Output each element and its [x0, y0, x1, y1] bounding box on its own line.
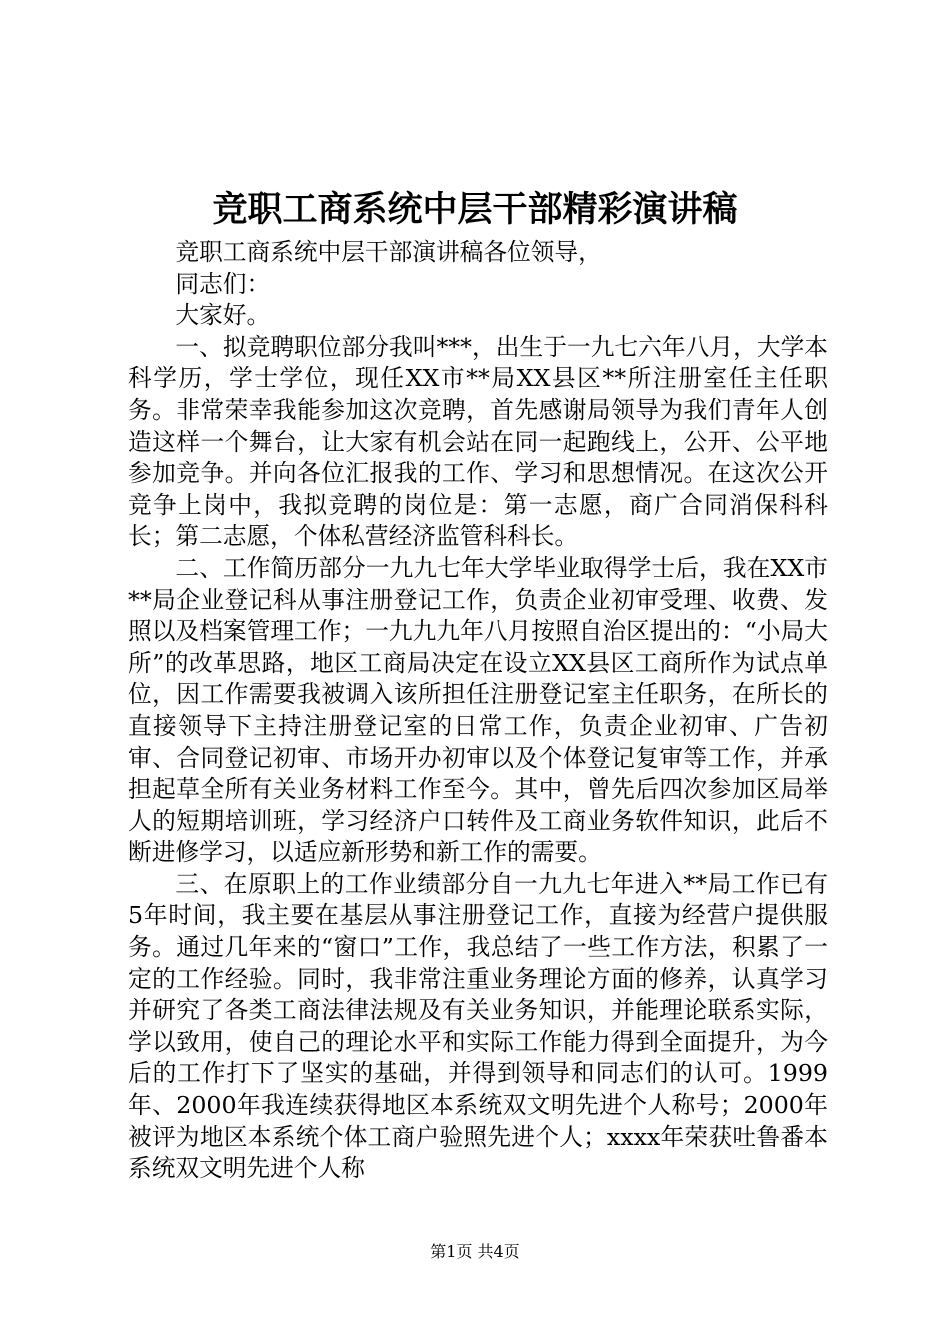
paragraph-greeting: 大家好。	[175, 301, 271, 330]
paragraph-section-2: 二、工作简历部分一九九七年大学毕业取得学士后，我在XX市**局企业登记科从事注册登记工作，负责企业初审受理、收费、发照以及档案管理工作；一九九九年八月按照自治区提出的：“小局大所”的改革思路，地区工商局决定在设立XX县区工商所作为试点单位，因工作需要我被调入该所担任注册登记室主任职务，在所长的直接领导下主持注册登记室的日常工作，负责企业初审、广告初审、合同登记初审、市场开办初审以及个体登记复审等工作，并承担起草全所有关业务材料工作至今。其中，曾先后四次参加区局举人的短期培训班，学习经济户口转件及工商业务软件知识，此后不断进修学习，以适应新形势和新工作的需要。	[128, 553, 828, 867]
paragraph-salutation: 竞职工商系统中层干部演讲稿各位领导，	[175, 238, 602, 266]
page-number-footer: 第1页 共4页	[430, 1242, 520, 1261]
document-body	[128, 237, 828, 1185]
paragraph-section-3: 三、在原职上的工作业绩部分自一九九七年进入**局工作已有5年时间，我主要在基层从事注册登记工作，直接为经营户提供服务。通过几年来的“窗口”工作，我总结了一些工作方法，积累了一定的工作经验。同时，我非常注重业务理论方面的修养，认真学习并研究了各类工商法律法规及有关业务知识，并能理论联系实际，学以致用，使自己的理论水平和实际工作能力得到全面提升，为今后的工作打下了坚实的基础，并得到领导和同志们的认可。1999年、2000年我连续获得地区本系统双文明先进个人称号；2000年被评为地区本系统个体工商户验照先进个人；xxxx年荣获吐鲁番本系统双文明先进个人称	[128, 869, 828, 1183]
paragraph-comrades: 同志们：	[175, 269, 271, 298]
paragraph-section-1: 一、拟竞聘职位部分我叫***，出生于一九七六年八月，大学本科学历，学士学位，现任XX市**局XX县区**所注册室任主任职务。非常荣幸我能参加这次竞聘，首先感谢局领导为我们青年人创造这样一个舞台，让大家有机会站在同一起跑线上，公开、公平地参加竞争。并向各位汇报我的工作、学习和思想情况。在这次公开竞争上岗中，我拟竞聘的岗位是：第一志愿，商广合同消保科科长；第二志愿，个体私营经济监管科科长。	[128, 332, 828, 551]
document-title: 竞职工商系统中层干部精彩演讲稿	[212, 189, 738, 230]
